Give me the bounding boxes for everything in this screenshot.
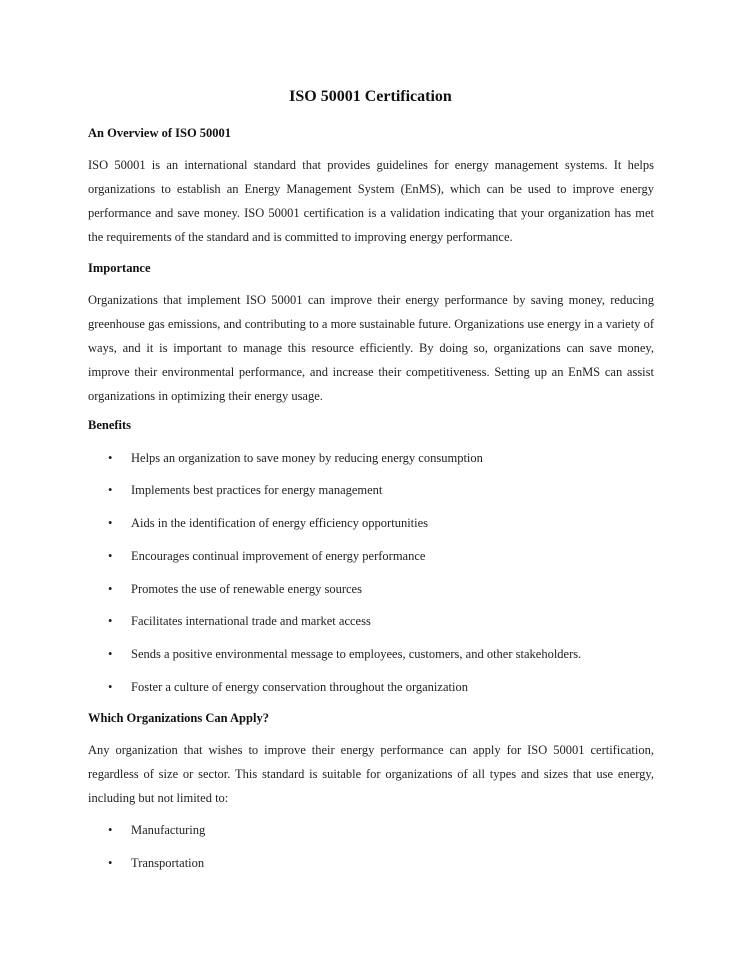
- overview-heading: An Overview of ISO 50001: [88, 126, 232, 140]
- benefit-text: Encourages continual improvement of energy performance: [131, 549, 426, 563]
- benefit-text: Helps an organization to save money by reducing energy consumption: [131, 451, 483, 465]
- benefit-text: Implements best practices for energy management: [131, 483, 383, 497]
- who-can-apply-paragraph: Any organization that wishes to improve their energy performance can apply for ISO 50001 certification, regardless of size or sector. This standard is suitable for organizations of all types and sizes that use energy, including but not limited to:: [88, 743, 654, 805]
- document-title: ISO 50001 Certification: [289, 88, 452, 105]
- benefit-text: Foster a culture of energy conservation throughout the organization: [131, 680, 468, 694]
- bullet-icon: •: [108, 680, 113, 694]
- bullet-icon: •: [108, 856, 113, 870]
- benefit-text: Aids in the identification of energy efficiency opportunities: [131, 516, 429, 530]
- benefits-heading: Benefits: [88, 418, 132, 432]
- overview-paragraph: ISO 50001 is an international standard that provides guidelines for energy management systems. It helps organizations to establish an Energy Management System (EnMS), which can be used to improve energy performance and save money. ISO 50001 certification is a validation indicating that your organization has met the requirements of the standard and is committed to improving energy performance.: [88, 158, 654, 244]
- bullet-icon: •: [108, 483, 113, 497]
- bullet-icon: •: [108, 614, 113, 628]
- importance-heading: Importance: [88, 261, 151, 275]
- bullet-icon: •: [108, 516, 113, 530]
- who-can-apply-heading: Which Organizations Can Apply?: [88, 711, 269, 725]
- sector-text: Transportation: [131, 856, 205, 870]
- bullet-icon: •: [108, 647, 113, 661]
- bullet-icon: •: [108, 582, 113, 596]
- benefit-text: Sends a positive environmental message to employees, customers, and other stakeholders.: [131, 647, 582, 661]
- importance-paragraph: Organizations that implement ISO 50001 can improve their energy performance by saving money, reducing greenhouse gas emissions, and contributing to a more sustainable future. Organizations use energy in a variety of ways, and it is important to manage this resource efficiently. By doing so, organizations can save money, improve their environmental performance, and increase their competitiveness. Setting up an EnMS can assist organizations in optimizing their energy usage.: [88, 293, 654, 403]
- benefit-text: Facilitates international trade and market access: [131, 614, 371, 628]
- bullet-icon: •: [108, 549, 113, 563]
- benefit-text: Promotes the use of renewable energy sources: [131, 582, 362, 596]
- bullet-icon: •: [108, 451, 113, 465]
- sector-text: Manufacturing: [131, 823, 206, 837]
- bullet-icon: •: [108, 823, 113, 837]
